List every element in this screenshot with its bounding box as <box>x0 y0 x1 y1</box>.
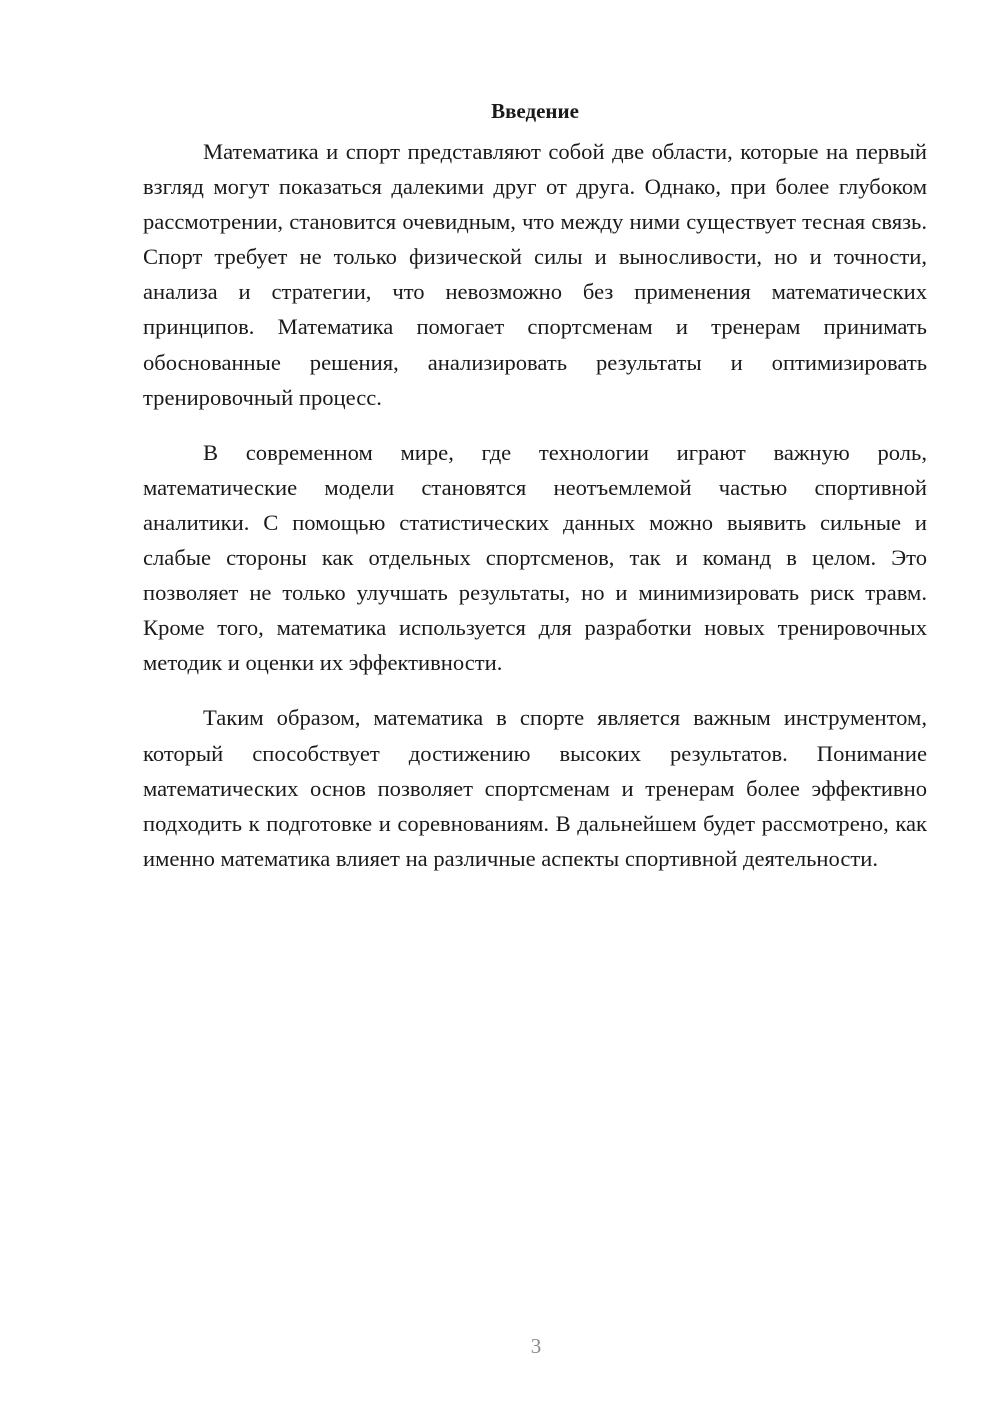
paragraph-1: Математика и спорт представляют собой две области, которые на первый взгляд могут показаться далекими друг от друга. Однако, при более глубоком рассмотрении, становится очевидным, что между ними существует тесная связь. Спорт требует не только физической силы и выносливости, но и точности, анализа и стратегии, что невозможно без применения математических принципов. Математика помогает спортсменам и тренерам принимать обоснованные решения, анализировать результаты и оптимизировать тренировочный процесс. <box>143 139 927 410</box>
page-number: 3 <box>530 1334 542 1358</box>
section-heading: Введение <box>491 99 579 123</box>
page-content <box>143 96 927 896</box>
paragraph-3: Таким образом, математика в спорте является важным инструментом, который способствует достижению высоких результатов. Понимание математических основ позволяет спортсменам и тренерам более эффективно подходить к подготовке и соревнованиям. В дальнейшем будет рассмотрено, как именно математика влияет на различные аспекты спортивной деятельности. <box>143 705 927 871</box>
paragraph-2: В современном мире, где технологии играют важную роль, математические модели становятся неотъемлемой частью спортивной аналитики. С помощью статистических данных можно выявить сильные и слабые стороны как отдельных спортсменов, так и команд в целом. Это позволяет не только улучшать результаты, но и минимизировать риск травм. Кроме того, математика используется для разработки новых тренировочных методик и оценки их эффективности. <box>143 439 927 676</box>
